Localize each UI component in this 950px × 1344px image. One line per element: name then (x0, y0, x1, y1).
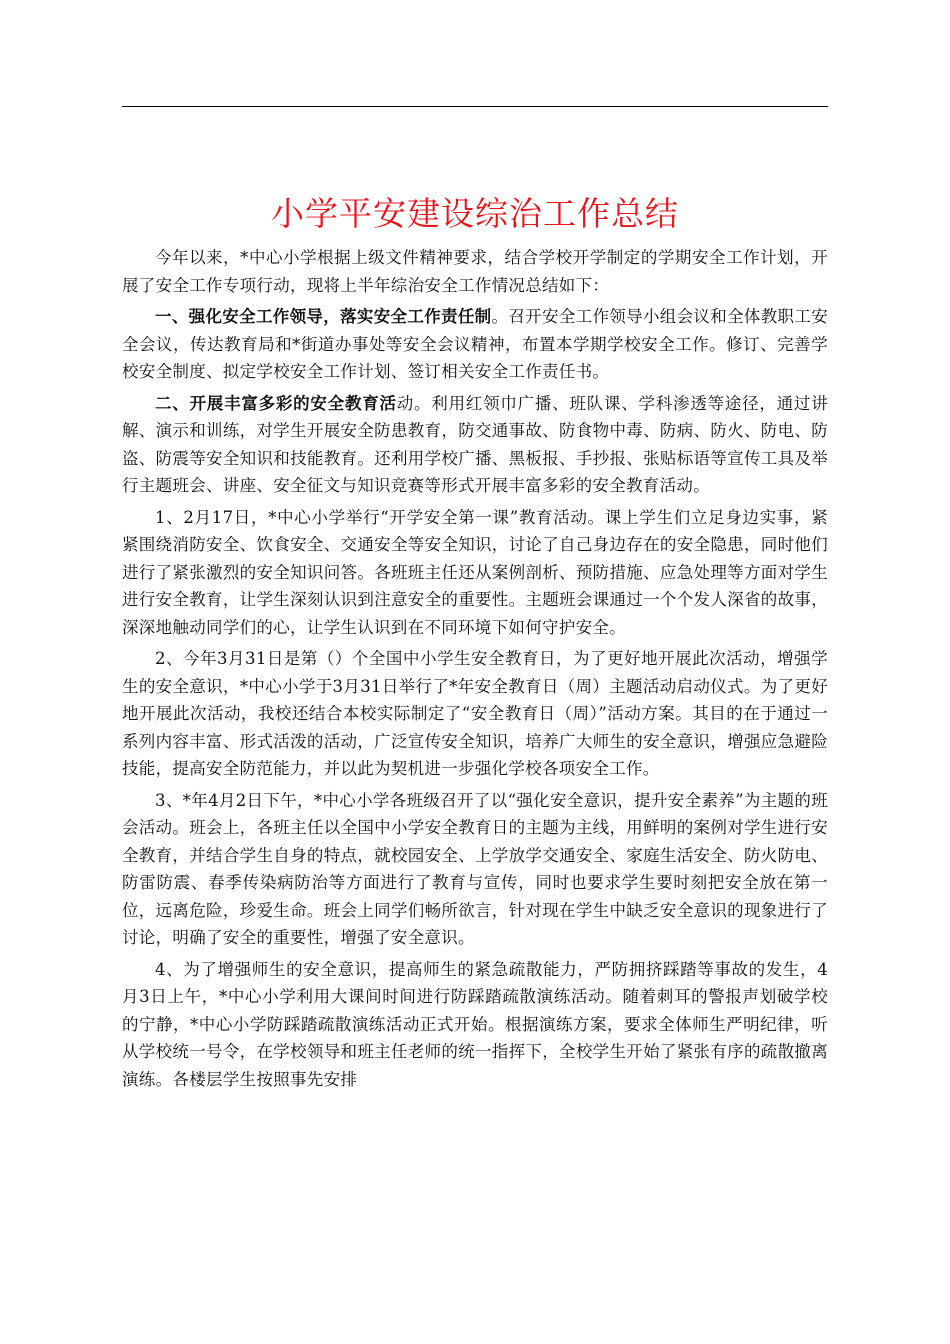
paragraph-text: 动。利用红领巾广播、班队课、学科渗透等途径，通过讲解、演示和训练，对学生开展安全防患教育，防交通事故、防食物中毒、防病、防火、防电、防盗、防震等安全知识和技能教育。还利用学校广播、黑板报、手抄报、张贴标语等宣传工具及举行主题班会、讲座、安全征文与知识竞赛等形式开展丰富多彩的安全教育活动。 (122, 393, 829, 495)
paragraph-text: 。召开安全工作领导小组会议和全体教职工安全会议，传达教育局和*街道办事处等安全会议精神，布置本学期学校安全工作。修订、完善学校安全制度、拟定学校安全工作计划、签订相关安全工作责任书。 (122, 307, 829, 381)
item-four-paragraph (122, 956, 828, 1094)
document-title: 小学平安建设综治工作总结 (271, 194, 679, 233)
paragraph-text: 4、为了增强师生的安全意识，提高师生的紧急疏散能力，严防拥挤踩踏等事故的发生，4月3日上午，*中心小学利用大课间时间进行防踩踏疏散演练活动。随着刺耳的警报声划破学校的宁静，*中心小学防踩踏疏散演练活动正式开始。根据演练方案，要求全体师生严明纪律，听从学校统一号令，在学校领导和班主任老师的统一指挥下，全校学生开始了紧张有序的疏散撤离演练。各楼层学生按照事先安排 (122, 959, 828, 1089)
paragraph-text: 1、2月17日，*中心小学举行“开学安全第一课”教育活动。课上学生们立足身边实事，紧紧围绕消防安全、饮食安全、交通安全等安全知识，讨论了自己身边存在的安全隐患，同时他们进行了紧张激烈的安全知识问答。各班班主任还从案例剖析、预防措施、应急处理等方面对学生进行安全教育，让学生深刻认识到注意安全的重要性。主题班会课通过一个个发人深省的故事，深深地触动同学们的心，让学生认识到在不同环境下如何守护安全。 (122, 507, 828, 637)
paragraph-text: 2、今年3月31日是第（）个全国中小学生安全教育日，为了更好地开展此次活动，增强学生的安全意识，*中心小学于3月31日举行了*年安全教育日（周）主题活动启动仪式。为了更好地开展此次活动，我校还结合本校实际制定了“安全教育日（周）”活动方案。其目的在于通过一系列内容丰富、形式活泼的活动，广泛宣传安全知识，培养广大师生的安全意识，增强应急避险技能，提高安全防范能力，并以此为契机进一步强化学校各项安全工作。 (122, 649, 828, 778)
section-heading: 二、开展丰富多彩的安全教育活 (155, 393, 397, 413)
item-one-paragraph (122, 504, 828, 642)
section-heading: 一、强化安全工作领导，落实安全工作责任制 (155, 307, 492, 326)
paragraph-text: 今年以来，*中心小学根据上级文件精神要求，结合学校开学制定的学期安全工作计划，开展了安全工作专项行动，现将上半年综治安全工作情况总结如下： (122, 248, 828, 295)
paragraph-text: 3、*年4月2日下午，*中心小学各班级召开了以“强化安全意识，提升安全素养”为主题的班会活动。班会上，各班主任以全国中小学安全教育日的主题为主线，用鲜明的案例对学生进行安全教育，并结合学生自身的特点，就校园安全、上学放学交通安全、家庭生活安全、防火防电、防雷防震、春季传染病防治等方面进行了教育与宣传，同时也要求学生要时刻把安全放在第一位，远离危险，珍爱生命。班会上同学们畅所欲言，针对现在学生中缺乏安全意识的现象进行了讨论，明确了安全的重要性，增强了安全意识。 (122, 790, 828, 947)
item-two-paragraph (122, 645, 828, 783)
item-three-paragraph (122, 787, 828, 952)
intro-paragraph (122, 244, 828, 299)
section-one-paragraph (122, 303, 828, 386)
header-rule (122, 106, 828, 107)
section-two-paragraph (122, 390, 828, 500)
document-body (122, 244, 828, 1097)
